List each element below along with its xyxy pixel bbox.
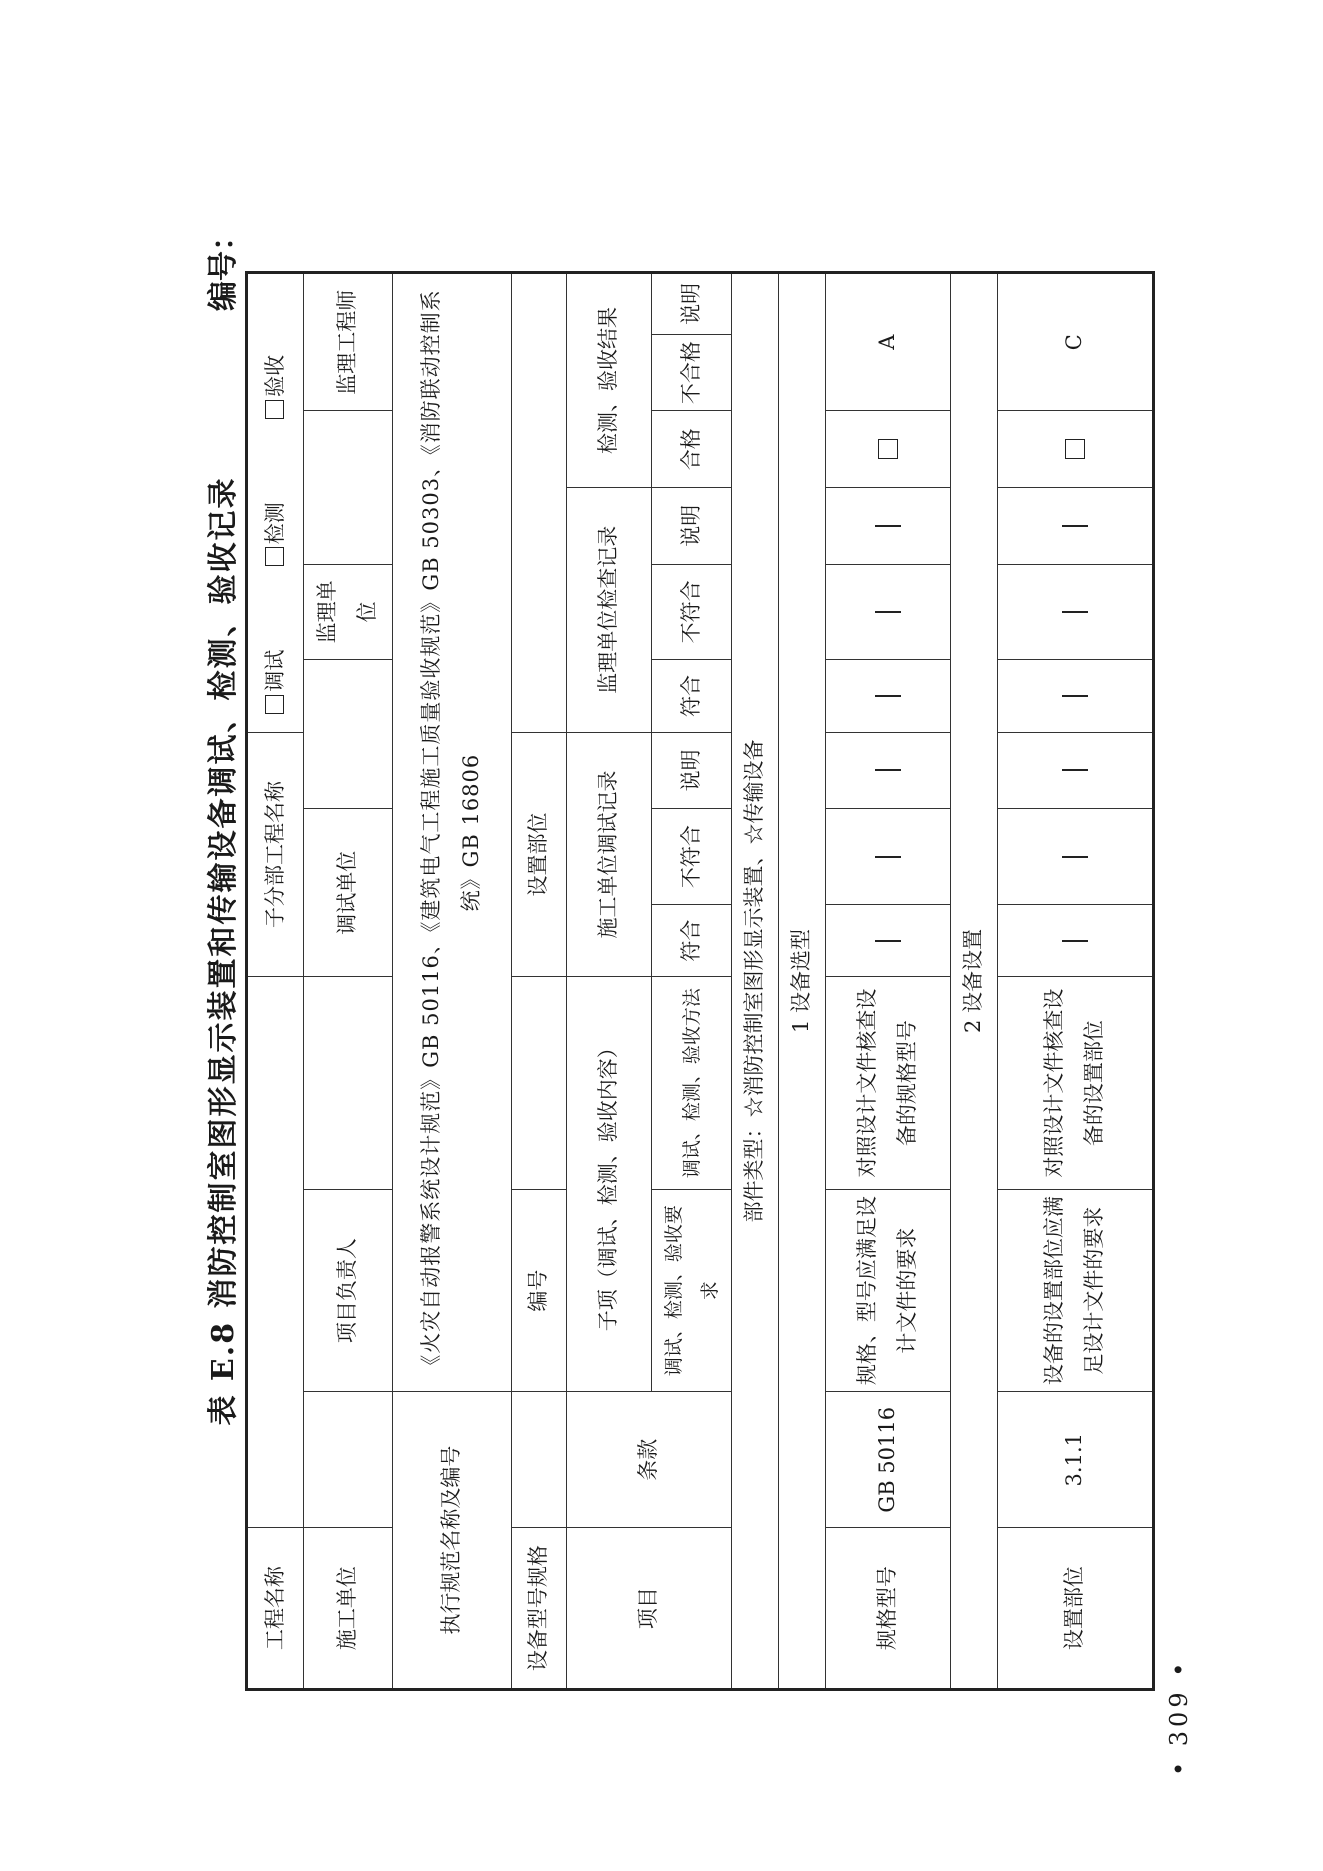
dash-mark[interactable]: [825, 732, 950, 809]
subproject-name-label: 子分部工程名称: [247, 732, 304, 977]
supervision-unit-value[interactable]: [304, 411, 392, 564]
row-requirement: 设备的设置部位应满足设计文件的要求: [997, 1190, 1153, 1392]
number-value[interactable]: [512, 977, 566, 1190]
row-item: 设置部位: [997, 1528, 1153, 1690]
commissioning-unit-value[interactable]: [304, 660, 392, 809]
number-label: 编号: [512, 1190, 566, 1392]
dash-mark[interactable]: [825, 487, 950, 564]
page-title: 表 E.8 消防控制室图形显示装置和传输设备调试、检测、验收记录: [206, 476, 241, 1426]
header-method: 调试、检测、验收方法: [651, 977, 731, 1190]
dash-mark[interactable]: [825, 904, 950, 976]
checkbox-acceptance[interactable]: 验收: [263, 355, 287, 419]
header-item: 项目: [566, 1528, 732, 1690]
row-section-2-heading: [950, 273, 997, 1690]
dash-mark[interactable]: [997, 487, 1153, 564]
section-heading: 1 设备选型: [779, 273, 826, 1690]
location-label: 设置部位: [512, 732, 566, 977]
row-header-top: [566, 273, 651, 1690]
row-section-1-heading: [779, 273, 826, 1690]
table-row: [997, 273, 1153, 1690]
construction-unit-value[interactable]: [304, 1392, 392, 1528]
header-note-1: 说明: [651, 732, 731, 809]
supervision-unit-label: 监理单位: [304, 564, 392, 660]
serial-number-label: 编号：: [206, 221, 241, 311]
header-construction-record: 施工单位调试记录: [566, 732, 651, 977]
row-project: [247, 273, 304, 1690]
row-method: 对照设计文件核查设备的设置部位: [997, 977, 1153, 1190]
header-pass: 合格: [651, 411, 731, 488]
row-clause: 3.1.1: [997, 1392, 1153, 1528]
standards-text: 《火灾自动报警系统设计规范》GB 50116、《建筑电气工程施工质量验收规范》GB 50303、《消防联动控制系统》GB 16806: [392, 273, 512, 1392]
pass-checkbox[interactable]: [825, 411, 950, 488]
row-equipment: [512, 273, 566, 1690]
dash-mark[interactable]: [825, 660, 950, 732]
table-row: [825, 273, 950, 1690]
header-fail: 不合格: [651, 334, 731, 411]
row-item: 规格型号: [825, 1528, 950, 1690]
dash-mark[interactable]: [825, 564, 950, 660]
type-checkboxes: [247, 273, 304, 733]
equipment-model-label: 设备型号规格: [512, 1528, 566, 1690]
header-note-2: 说明: [651, 487, 731, 564]
dash-mark[interactable]: [997, 904, 1153, 976]
header-result: 检测、验收结果: [566, 273, 651, 488]
pass-checkbox[interactable]: [997, 411, 1153, 488]
row-method: 对照设计文件核查设备的规格型号: [825, 977, 950, 1190]
dash-mark[interactable]: [997, 660, 1153, 732]
header-nonconform-2: 不符合: [651, 564, 731, 660]
header-clause: 条款: [566, 1392, 732, 1528]
header-conform-2: 符合: [651, 660, 731, 732]
row-standards: [392, 273, 512, 1690]
row-requirement: 规格、型号应满足设计文件的要求: [825, 1190, 950, 1392]
header-requirement: 调试、检测、验收要求: [651, 1190, 731, 1392]
standards-label: 执行规范名称及编号: [392, 1392, 512, 1690]
page-number: • 309 •: [1165, 1658, 1193, 1776]
dash-mark[interactable]: [997, 564, 1153, 660]
checkbox-testing[interactable]: 检测: [263, 502, 287, 566]
project-name-value[interactable]: [247, 977, 304, 1528]
header-note-3: 说明: [651, 273, 731, 335]
dash-mark[interactable]: [825, 809, 950, 905]
header-nonconform-1: 不符合: [651, 809, 731, 905]
project-name-label: 工程名称: [247, 1528, 304, 1690]
dash-mark[interactable]: [997, 732, 1153, 809]
grade-letter: C: [997, 273, 1153, 411]
grade-letter: A: [825, 273, 950, 411]
row-units: [304, 273, 392, 1690]
section-heading: 2 设备设置: [950, 273, 997, 1690]
location-value[interactable]: [512, 273, 566, 733]
checkbox-commissioning[interactable]: 调试: [263, 650, 287, 714]
header-supervision-record: 监理单位检查记录: [566, 487, 651, 732]
component-type: 部件类型：☆消防控制室图形显示装置、☆传输设备: [732, 273, 779, 1690]
commissioning-unit-label: 调试单位: [304, 809, 392, 977]
record-form-table: [245, 271, 1155, 1691]
project-manager-label: 项目负责人: [304, 1190, 392, 1392]
project-manager-value[interactable]: [304, 977, 392, 1190]
header-subitem: 子项（调试、检测、验收内容）: [566, 977, 651, 1392]
dash-mark[interactable]: [997, 809, 1153, 905]
equipment-model-value[interactable]: [512, 1392, 566, 1528]
row-component-type: [732, 273, 779, 1690]
header-conform-1: 符合: [651, 904, 731, 976]
construction-unit-label: 施工单位: [304, 1528, 392, 1690]
supervision-engineer-label: 监理工程师: [304, 273, 392, 411]
row-clause: GB 50116: [825, 1392, 950, 1528]
